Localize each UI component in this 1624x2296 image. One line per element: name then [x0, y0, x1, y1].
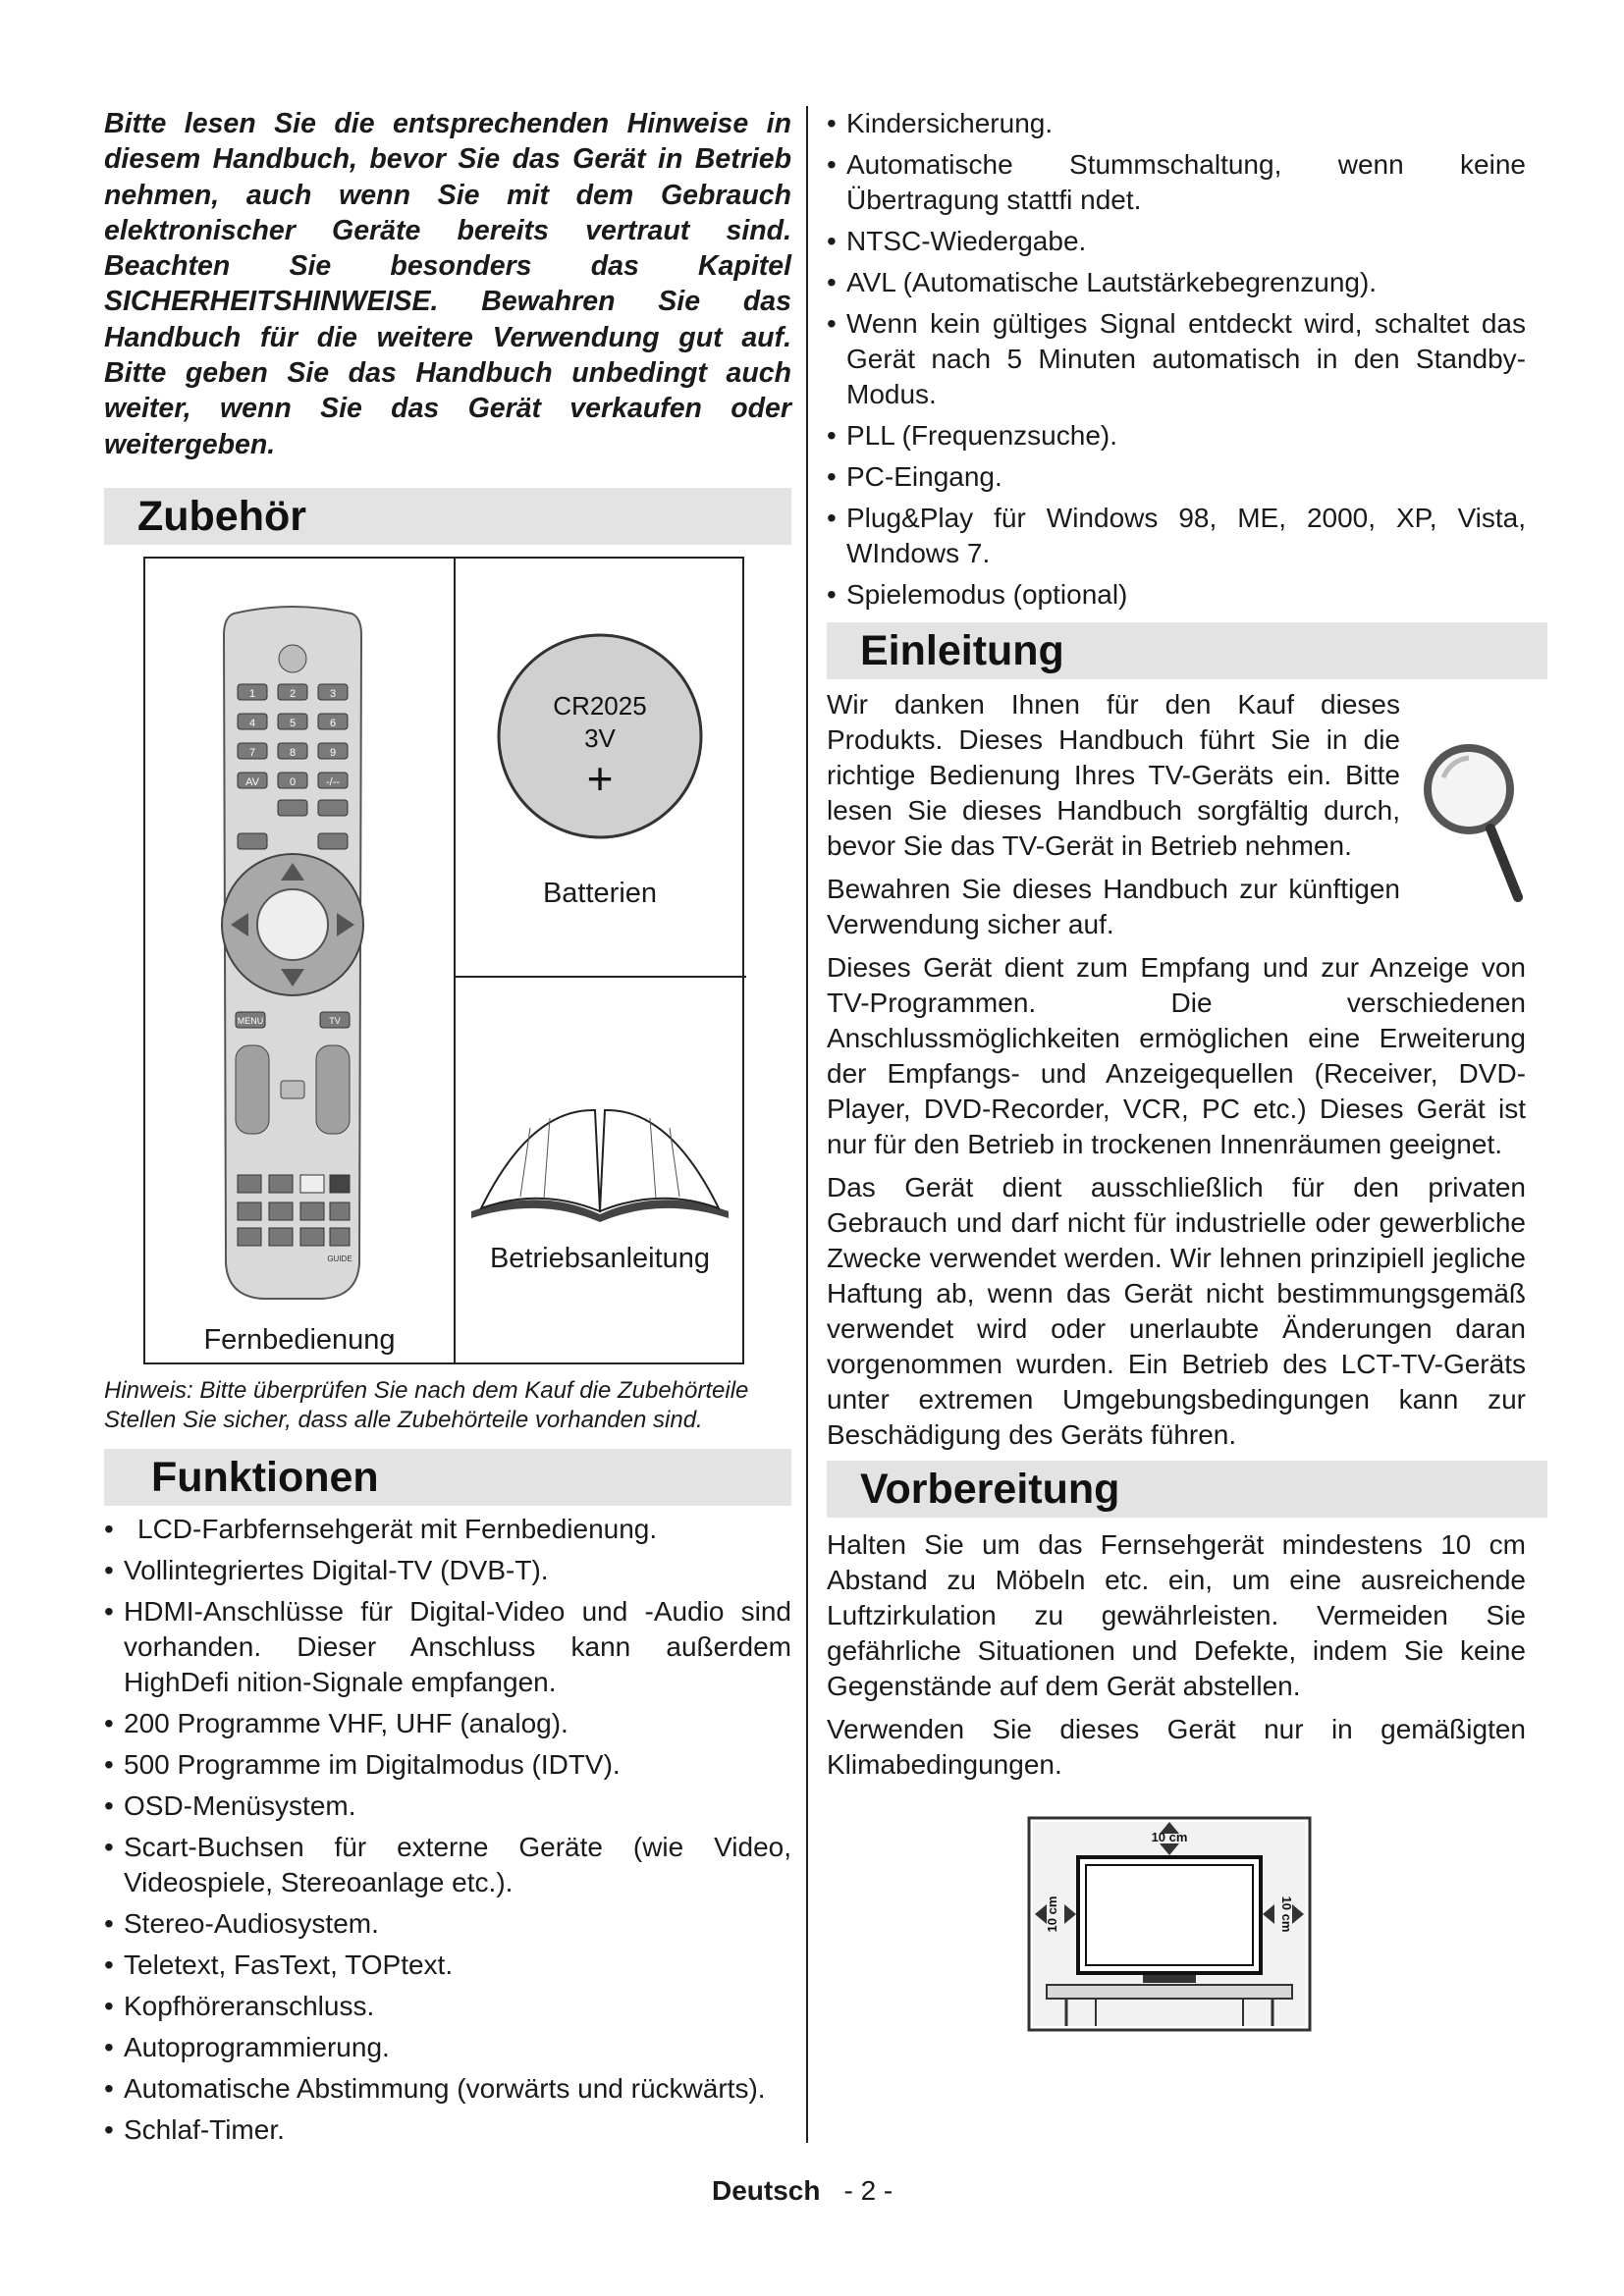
list-item: • NTSC-Wiedergabe. [827, 224, 1526, 259]
svg-text:8: 8 [289, 746, 297, 759]
list-item: • Vollintegriertes Digital-TV (DVB-T). [104, 1553, 791, 1588]
svg-text:7: 7 [248, 746, 256, 759]
intro-paragraph-3: Dieses Gerät dient zum Empfang und zur Anzeige von TV-Programmen. Die verschiedenen Anschlussmöglichkeiten ermöglichen eine Erweiterung der Empfangs- und Anzeigequellen (Receiver, DVD-Player, DVD-Recorder, VCR, PC etc.) Dieses Gerät ist nur für den Betrieb in trockenen Innenräumen geeignet. [827, 952, 1526, 1159]
accessories-note [104, 1376, 791, 1435]
list-item: • 500 Programme im Digitalmodus (IDTV). [104, 1747, 791, 1783]
svg-text:AV: AV [245, 775, 259, 788]
accessories-box [143, 557, 744, 1364]
box-divider-horizontal [454, 976, 746, 978]
list-item: • Kindersicherung. [827, 106, 1526, 141]
list-item: • Autoprogrammierung. [104, 2030, 791, 2065]
prep-paragraph-1: Halten Sie um das Fernsehgerät mindestens 10 cm Abstand zu Möbeln etc. ein, um eine ausreichende Luftzirkulation zu gewährleisten. Vermeiden Sie gefährliche Situationen und Defekte, indem Sie keine Gegenstände auf dem Gerät abstellen. [827, 1529, 1526, 1701]
heading-preparation: Vorbereitung [827, 1461, 1547, 1518]
right-column [827, 106, 1526, 2032]
svg-text:5: 5 [289, 717, 297, 729]
svg-text:3V: 3V [584, 722, 616, 753]
list-item: • Automatische Stummschaltung, wenn keine Übertragung stattfi ndet. [827, 147, 1526, 218]
functions-list-right [827, 106, 1526, 613]
list-item: • OSD-Menüsystem. [104, 1789, 791, 1824]
manual-book-image [461, 1089, 738, 1226]
note-line-2: Stellen Sie sicher, dass alle Zubehörteile vorhanden sind. [104, 1406, 703, 1433]
intro-warning: Bitte lesen Sie die entsprechenden Hinweise in diesem Handbuch, bevor Sie das Gerät in Betrieb nehmen, auch wenn Sie mit dem Gebrauch elektronischer Geräte bereits vertraut sind. Beachten Sie besonders das Kapitel SICHERHEITSHINWEISE. Bewahren Sie das Handbuch für die weitere Verwendung gut auf. Bitte geben Sie das Handbuch unbedingt auch weiter, wenn Sie das Gerät verkaufen oder weitergeben. [104, 108, 791, 460]
svg-text:MENU: MENU [237, 1015, 264, 1026]
list-item: • Stereo-Audiosystem. [104, 1906, 791, 1942]
svg-text:6: 6 [329, 717, 337, 729]
intro-paragraph-1 [827, 687, 1514, 864]
list-item: • HDMI-Anschlüsse für Digital-Video und -Audio sind vorhanden. Dieser Anschluss kann außerdem HighDefi nition-Signale empfangen. [104, 1594, 791, 1700]
heading-accessories: Zubehör [104, 488, 791, 545]
list-item: • Kopfhöreranschluss. [104, 1989, 791, 2024]
list-item: • Wenn kein gültiges Signal entdeckt wird, schaltet das Gerät nach 5 Minuten automatisch in den Standby-Modus. [827, 306, 1526, 412]
functions-list-left [104, 1512, 791, 2148]
list-item: • PLL (Frequenzsuche). [827, 418, 1526, 454]
page-footer [712, 2175, 893, 2207]
battery-label: Batterien [542, 877, 658, 909]
battery-image [495, 631, 705, 841]
list-item: • Automatische Abstimmung (vorwärts und rückwärts). [104, 2071, 791, 2107]
svg-text:3: 3 [329, 687, 337, 700]
svg-text:1: 1 [248, 687, 256, 700]
heading-functions: Funktionen [104, 1449, 791, 1506]
intro-paragraph-1-text: Wir danken Ihnen für den Kauf dieses Produkts. Dieses Handbuch führt Sie in die richtige Bedienung Ihres TV-Geräts ein. Bitte lesen Sie dieses Handbuch sorgfältig durch, bevor Sie das TV-Gerät in Betrieb nehmen. [827, 689, 1400, 861]
magnifier-icon [1418, 738, 1526, 905]
svg-text:CR2025: CR2025 [553, 690, 647, 721]
intro-paragraph-4: Das Gerät dient ausschließlich für den privaten Gebrauch und darf nicht für industrielle oder gewerbliche Zwecke verwendet werden. Wir lehnen prinzipiell jegliche Haftung ab, wenn das Gerät nicht bestimmungsgemäß verwendet wird oder unerlaubte Änderungen daran vorgenommen wurden. Ein Betrieb des LCT-TV-Geräts unter extremen Umgebungsbedingungen kann zur Beschädigung des Geräts führen. [827, 1172, 1526, 1450]
svg-text:0: 0 [289, 775, 297, 788]
list-item: • AVL (Automatische Lautstärkebegrenzung). [827, 265, 1526, 300]
tv-clearance-diagram [1027, 1816, 1312, 2032]
svg-text:GUIDE: GUIDE [327, 1254, 352, 1263]
introduction-section [827, 687, 1526, 1453]
footer-language: Deutsch [712, 2175, 821, 2206]
manual-label: Betriebsanleitung [489, 1242, 711, 1274]
remote-control-image [214, 606, 371, 1303]
dim-left-label: 10 cm [1045, 1896, 1059, 1933]
left-column [104, 106, 791, 2154]
note-line-1: Hinweis: Bitte überprüfen Sie nach dem Kauf die Zubehörteile [104, 1376, 749, 1404]
list-item: • Teletext, FasText, TOPtext. [104, 1948, 791, 1983]
dim-right-label: 10 cm [1279, 1896, 1294, 1933]
page-number: - 2 - [843, 2175, 893, 2206]
heading-introduction: Einleitung [827, 622, 1547, 679]
list-item: • 200 Programme VHF, UHF (analog). [104, 1706, 791, 1741]
svg-text:4: 4 [248, 717, 256, 729]
list-item: • Schlaf-Timer. [104, 2112, 791, 2148]
list-item: • Spielemodus (optional) [827, 577, 1526, 613]
svg-text:+: + [586, 752, 614, 804]
svg-text:-/--: -/-- [325, 775, 341, 788]
intro-paragraph-2: Bewahren Sie dieses Handbuch zur künftigen Verwendung sicher auf. [827, 874, 1400, 939]
svg-text:TV: TV [329, 1015, 341, 1026]
remote-label: Fernbedienung [203, 1323, 396, 1356]
list-item: • PC-Eingang. [827, 459, 1526, 495]
list-item: • Plug&Play für Windows 98, ME, 2000, XP, Vista, WIndows 7. [827, 501, 1526, 571]
svg-text:9: 9 [329, 746, 337, 759]
list-item: • LCD-Farbfernsehgerät mit Fernbedienung. [104, 1512, 791, 1547]
svg-text:2: 2 [289, 687, 297, 700]
dim-top-label: 10 cm [1151, 1830, 1188, 1844]
list-item: • Scart-Buchsen für externe Geräte (wie Video, Videospiele, Stereoanlage etc.). [104, 1830, 791, 1900]
column-divider [806, 106, 808, 2143]
prep-paragraph-2: Verwenden Sie dieses Gerät nur in gemäßigten Klimabedingungen. [827, 1714, 1526, 1780]
